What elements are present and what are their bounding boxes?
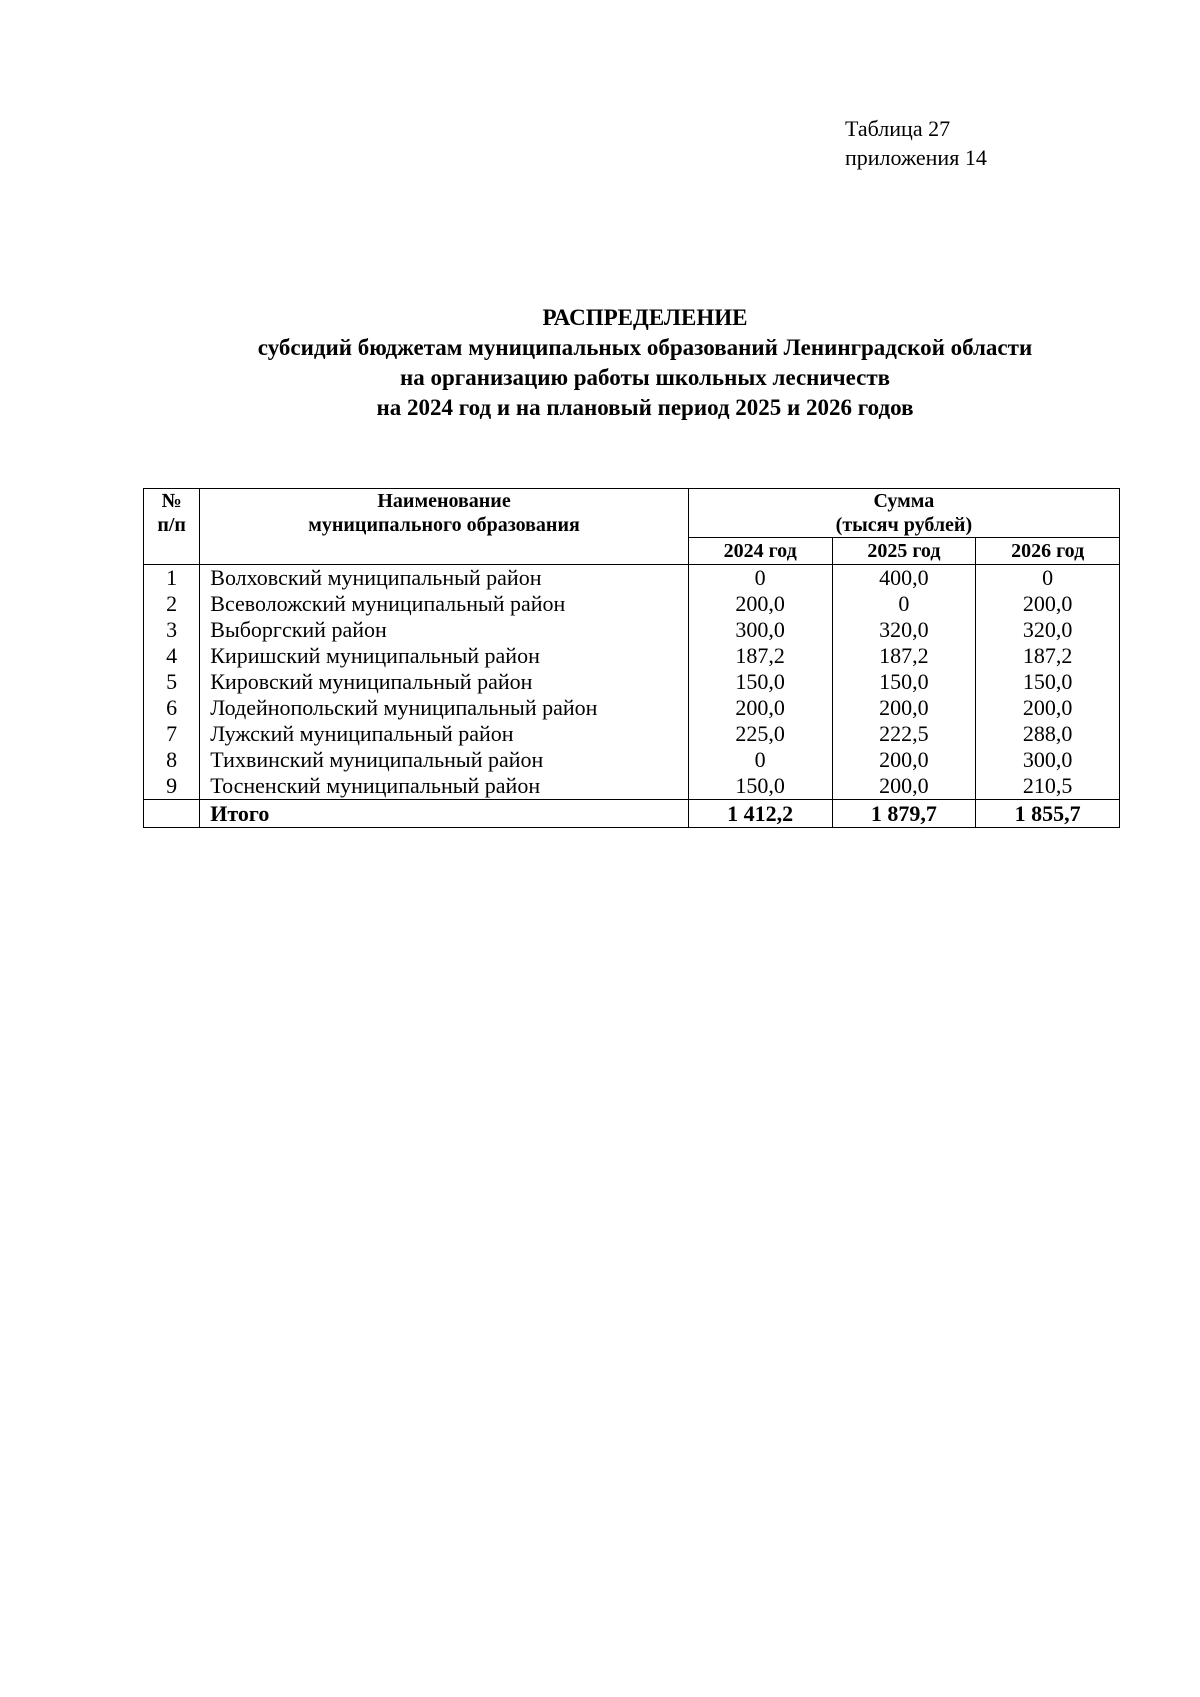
header-municipality xyxy=(200,489,689,565)
row-value-2025: 200,0 xyxy=(832,695,976,721)
row-municipality: Тосненский муниципальный район xyxy=(200,773,689,800)
row-value-2024: 225,0 xyxy=(688,721,832,747)
header-number-line-1: № xyxy=(161,490,182,512)
row-value-2026: 200,0 xyxy=(976,591,1120,617)
row-value-2025: 222,5 xyxy=(832,721,976,747)
appendix-reference xyxy=(845,114,987,172)
row-value-2026: 288,0 xyxy=(976,721,1120,747)
row-value-2026: 0 xyxy=(976,565,1120,592)
row-value-2026: 187,2 xyxy=(976,643,1120,669)
header-number-line-2: п/п xyxy=(157,514,186,536)
row-value-2025: 320,0 xyxy=(832,617,976,643)
row-value-2024: 187,2 xyxy=(688,643,832,669)
header-number xyxy=(144,489,200,565)
row-municipality: Тихвинский муниципальный район xyxy=(200,747,689,773)
header-year-2025: 2025 год xyxy=(832,538,976,565)
appendix-number: приложения 14 xyxy=(845,145,987,170)
header-sum xyxy=(688,489,1119,538)
title-line-3: на организацию работы школьных лесничеств xyxy=(399,365,891,390)
table-row xyxy=(144,721,1120,747)
table-row xyxy=(144,747,1120,773)
table-header-row xyxy=(144,489,1120,538)
row-municipality: Лужский муниципальный район xyxy=(200,721,689,747)
subsidy-distribution-table xyxy=(143,488,1120,828)
row-value-2026: 300,0 xyxy=(976,747,1120,773)
row-value-2024: 150,0 xyxy=(688,669,832,695)
row-municipality: Волховский муниципальный район xyxy=(200,565,689,592)
row-number: 1 xyxy=(144,565,200,592)
header-year-2026: 2026 год xyxy=(976,538,1120,565)
header-municipality-line-2: муниципального образования xyxy=(308,514,580,536)
row-number: 9 xyxy=(144,773,200,800)
row-number: 4 xyxy=(144,643,200,669)
header-sum-line-2: (тысяч рублей) xyxy=(835,514,973,536)
row-value-2024: 300,0 xyxy=(688,617,832,643)
title-line-1: РАСПРЕДЕЛЕНИЕ xyxy=(542,305,748,330)
table-row xyxy=(144,565,1120,592)
table-row xyxy=(144,669,1120,695)
header-sum-line-1: Сумма xyxy=(873,490,935,512)
total-number-cell xyxy=(144,800,200,828)
row-municipality: Выборгский район xyxy=(200,617,689,643)
row-value-2025: 400,0 xyxy=(832,565,976,592)
row-value-2026: 150,0 xyxy=(976,669,1120,695)
row-municipality: Киришский муниципальный район xyxy=(200,643,689,669)
row-value-2025: 150,0 xyxy=(832,669,976,695)
table-row xyxy=(144,643,1120,669)
row-number: 3 xyxy=(144,617,200,643)
title-line-2: субсидий бюджетам муниципальных образований Ленинградской области xyxy=(257,335,1033,360)
total-value-2024: 1 412,2 xyxy=(688,800,832,828)
row-municipality: Лодейнопольский муниципальный район xyxy=(200,695,689,721)
table-row xyxy=(144,695,1120,721)
row-value-2026: 210,5 xyxy=(976,773,1120,800)
row-value-2026: 320,0 xyxy=(976,617,1120,643)
row-value-2025: 0 xyxy=(832,591,976,617)
row-value-2024: 0 xyxy=(688,565,832,592)
table-row xyxy=(144,591,1120,617)
total-value-2026: 1 855,7 xyxy=(976,800,1120,828)
row-value-2024: 200,0 xyxy=(688,591,832,617)
table-row xyxy=(144,773,1120,800)
table-total-row xyxy=(144,800,1120,828)
row-value-2026: 200,0 xyxy=(976,695,1120,721)
row-value-2025: 187,2 xyxy=(832,643,976,669)
total-label: Итого xyxy=(200,800,689,828)
row-value-2025: 200,0 xyxy=(832,747,976,773)
document-title xyxy=(0,303,1200,423)
header-municipality-line-1: Наименование xyxy=(377,490,511,512)
table-number: Таблица 27 xyxy=(845,116,951,141)
row-value-2024: 200,0 xyxy=(688,695,832,721)
row-number: 8 xyxy=(144,747,200,773)
row-value-2024: 0 xyxy=(688,747,832,773)
row-number: 5 xyxy=(144,669,200,695)
row-value-2025: 200,0 xyxy=(832,773,976,800)
row-municipality: Всеволожский муниципальный район xyxy=(200,591,689,617)
row-number: 7 xyxy=(144,721,200,747)
row-number: 6 xyxy=(144,695,200,721)
table-row xyxy=(144,617,1120,643)
total-value-2025: 1 879,7 xyxy=(832,800,976,828)
header-year-2024: 2024 год xyxy=(688,538,832,565)
row-number: 2 xyxy=(144,591,200,617)
row-value-2024: 150,0 xyxy=(688,773,832,800)
title-line-4: на 2024 год и на плановый период 2025 и 2026 годов xyxy=(376,395,914,420)
row-municipality: Кировский муниципальный район xyxy=(200,669,689,695)
